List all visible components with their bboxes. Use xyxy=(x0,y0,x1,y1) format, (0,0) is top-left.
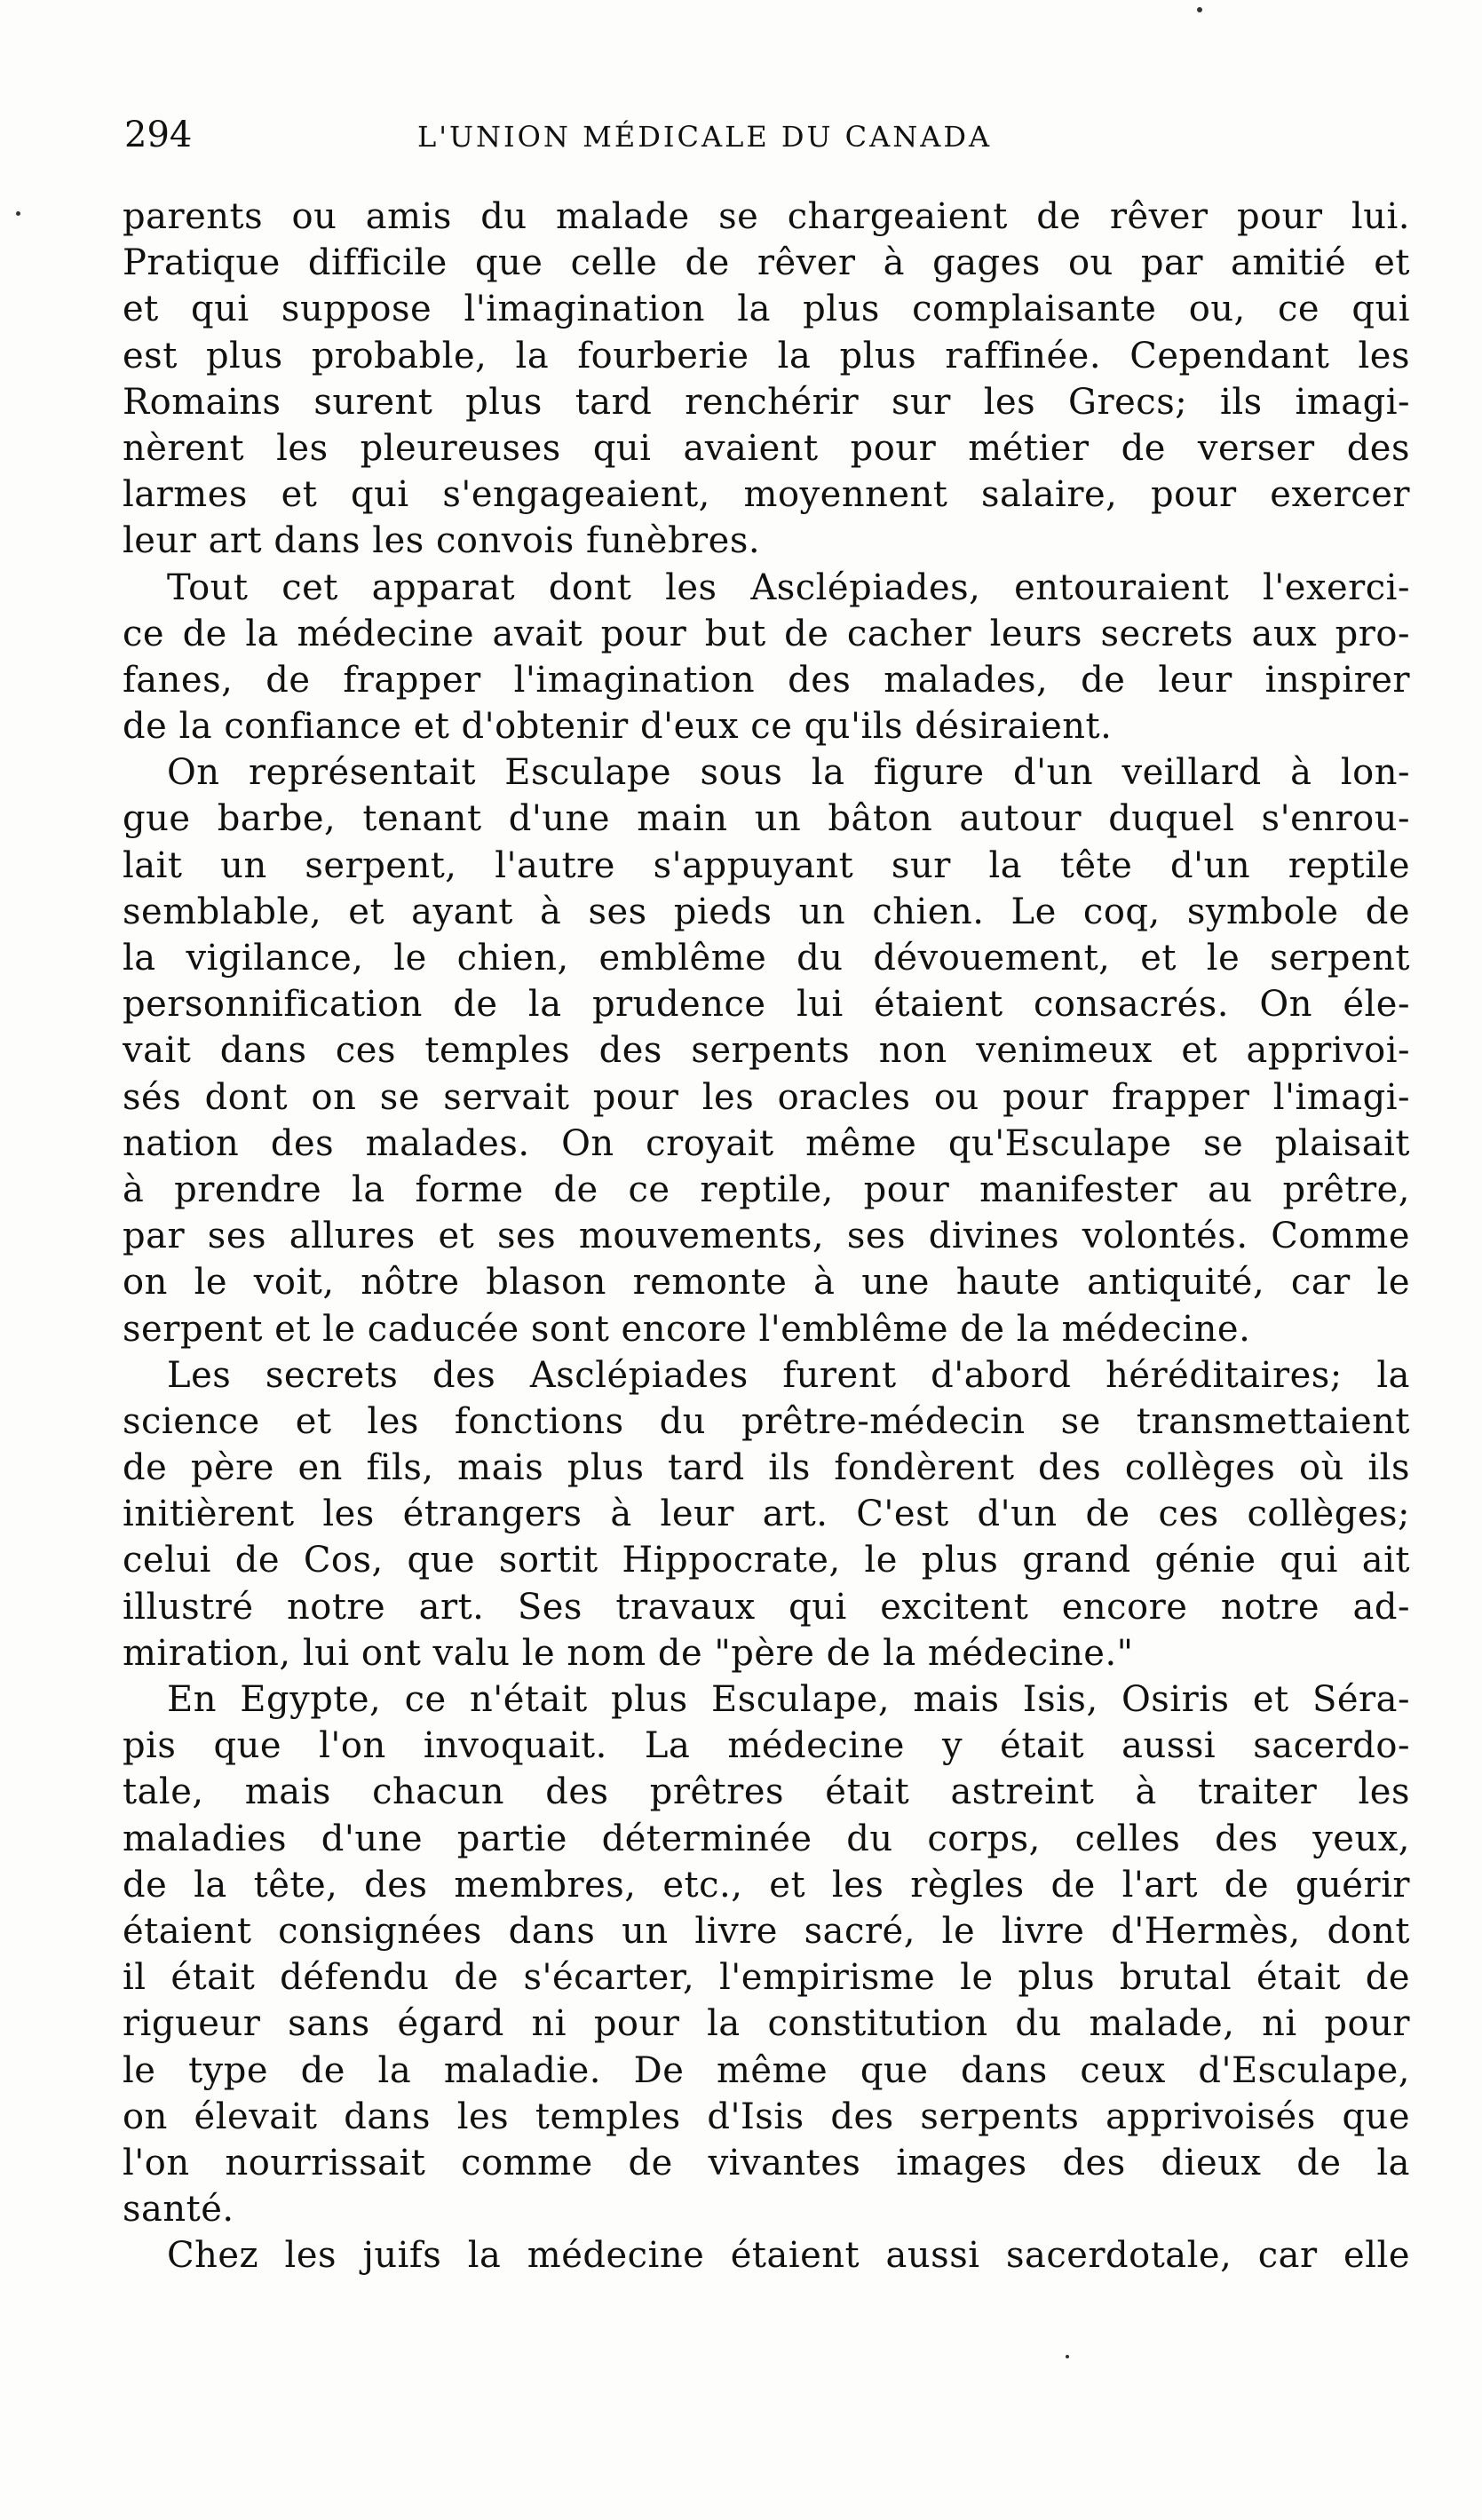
text-line: ce de la médecine avait pour but de cacher leurs secrets aux pro- xyxy=(123,613,1410,654)
text-line: fanes, de frapper l'imagination des malades, de leur inspirer xyxy=(123,659,1410,701)
text-line: est plus probable, la fourberie la plus raffinée. Cependant les xyxy=(123,335,1410,376)
text-line: pis que l'on invoquait. La médecine y était aussi sacerdo- xyxy=(123,1725,1410,1767)
paragraph-first-line: Tout cet apparat dont les Asclépiades, entouraient l'exerci- xyxy=(167,567,1410,608)
scan-speck xyxy=(1066,2355,1069,2358)
paragraph-first-line: En Egypte, ce n'était plus Esculape, mais Isis, Osiris et Séra- xyxy=(167,1679,1410,1720)
running-head xyxy=(124,114,1083,167)
text-line: à prendre la forme de ce reptile, pour manifester au prêtre, xyxy=(123,1169,1410,1210)
text-line: science et les fonctions du prêtre-médecin se transmettaient xyxy=(123,1400,1410,1442)
text-line: initièrent les étrangers à leur art. C'est d'un de ces collèges; xyxy=(123,1494,1410,1535)
text-line: vait dans ces temples des serpents non venimeux et apprivoi- xyxy=(123,1030,1410,1072)
journal-title: L'UNION MÉDICALE DU CANADA xyxy=(417,120,993,154)
text-line: de la tête, des membres, etc., et les règles de l'art de guérir xyxy=(123,1864,1410,1906)
text-line: sés dont on se servait pour les oracles ou pour frapper l'imagi- xyxy=(123,1076,1410,1118)
text-line: rigueur sans égard ni pour la constitution du malade, ni pour xyxy=(123,2003,1410,2045)
text-line: personnification de la prudence lui étaient consacrés. On éle- xyxy=(123,984,1410,1026)
text-line: illustré notre art. Ses travaux qui excitent encore notre ad- xyxy=(123,1586,1410,1628)
text-line: Pratique difficile que celle de rêver à gages ou par amitié et xyxy=(123,242,1410,284)
scan-speck xyxy=(1197,7,1202,12)
text-line: de père en fils, mais plus tard ils fondèrent des collèges où ils xyxy=(123,1447,1410,1489)
text-line: nation des malades. On croyait même qu'Esculape se plaisait xyxy=(123,1122,1410,1164)
text-line: miration, lui ont valu le nom de "père de la médecine." xyxy=(123,1632,1134,1674)
text-line: par ses allures et ses mouvements, ses divines volontés. Comme xyxy=(123,1216,1410,1257)
paragraph-first-line: Chez les juifs la médecine étaient aussi sacerdotale, car elle xyxy=(167,2235,1410,2277)
paragraph-first-line: Les secrets des Asclépiades furent d'abord héréditaires; la xyxy=(167,1354,1410,1396)
text-line: l'on nourrissait comme de vivantes images des dieux de la xyxy=(123,2142,1410,2183)
text-line: il était défendu de s'écarter, l'empirisme le plus brutal était de xyxy=(123,1957,1410,1999)
scan-speck xyxy=(16,211,20,216)
text-line: de la confiance et d'obtenir d'eux ce qu'ils désiraient. xyxy=(123,706,1113,748)
body-text xyxy=(123,194,1410,2360)
text-line: le type de la maladie. De même que dans ceux d'Esculape, xyxy=(123,2049,1410,2091)
text-line: étaient consignées dans un livre sacré, le livre d'Hermès, dont xyxy=(123,1910,1410,1952)
text-line: et qui suppose l'imagination la plus complaisante ou, ce qui xyxy=(123,289,1410,330)
text-line: semblable, et ayant à ses pieds un chien. Le coq, symbole de xyxy=(123,891,1410,932)
text-line: serpent et le caducée sont encore l'emblême de la médecine. xyxy=(123,1308,1251,1350)
text-line: la vigilance, le chien, emblême du dévouement, et le serpent xyxy=(123,938,1410,979)
text-line: lait un serpent, l'autre s'appuyant sur la tête d'un reptile xyxy=(123,844,1410,886)
text-line: Romains surent plus tard renchérir sur les Grecs; ils imagi- xyxy=(123,381,1410,423)
text-line: on le voit, nôtre blason remonte à une haute antiquité, car le xyxy=(123,1262,1410,1304)
text-line: on élevait dans les temples d'Isis des serpents apprivoisés que xyxy=(123,2096,1410,2137)
text-line: larmes et qui s'engageaient, moyennent salaire, pour exercer xyxy=(123,474,1410,516)
text-line: gue barbe, tenant d'une main un bâton autour duquel s'enrou- xyxy=(123,798,1410,840)
text-line: nèrent les pleureuses qui avaient pour métier de verser des xyxy=(123,427,1410,469)
page-number: 294 xyxy=(124,115,193,155)
paragraph-first-line: On représentait Esculape sous la figure d'un veillard à lon- xyxy=(167,752,1410,794)
text-line: leur art dans les convois funèbres. xyxy=(123,520,761,562)
text-line: parents ou amis du malade se chargeaient de rêver pour lui. xyxy=(123,196,1410,237)
text-line: tale, mais chacun des prêtres était astreint à traiter les xyxy=(123,1771,1410,1813)
text-line: celui de Cos, que sortit Hippocrate, le plus grand génie qui ait xyxy=(123,1540,1410,1581)
text-line: santé. xyxy=(123,2189,234,2231)
text-line: maladies d'une partie déterminée du corps, celles des yeux, xyxy=(123,1818,1410,1859)
